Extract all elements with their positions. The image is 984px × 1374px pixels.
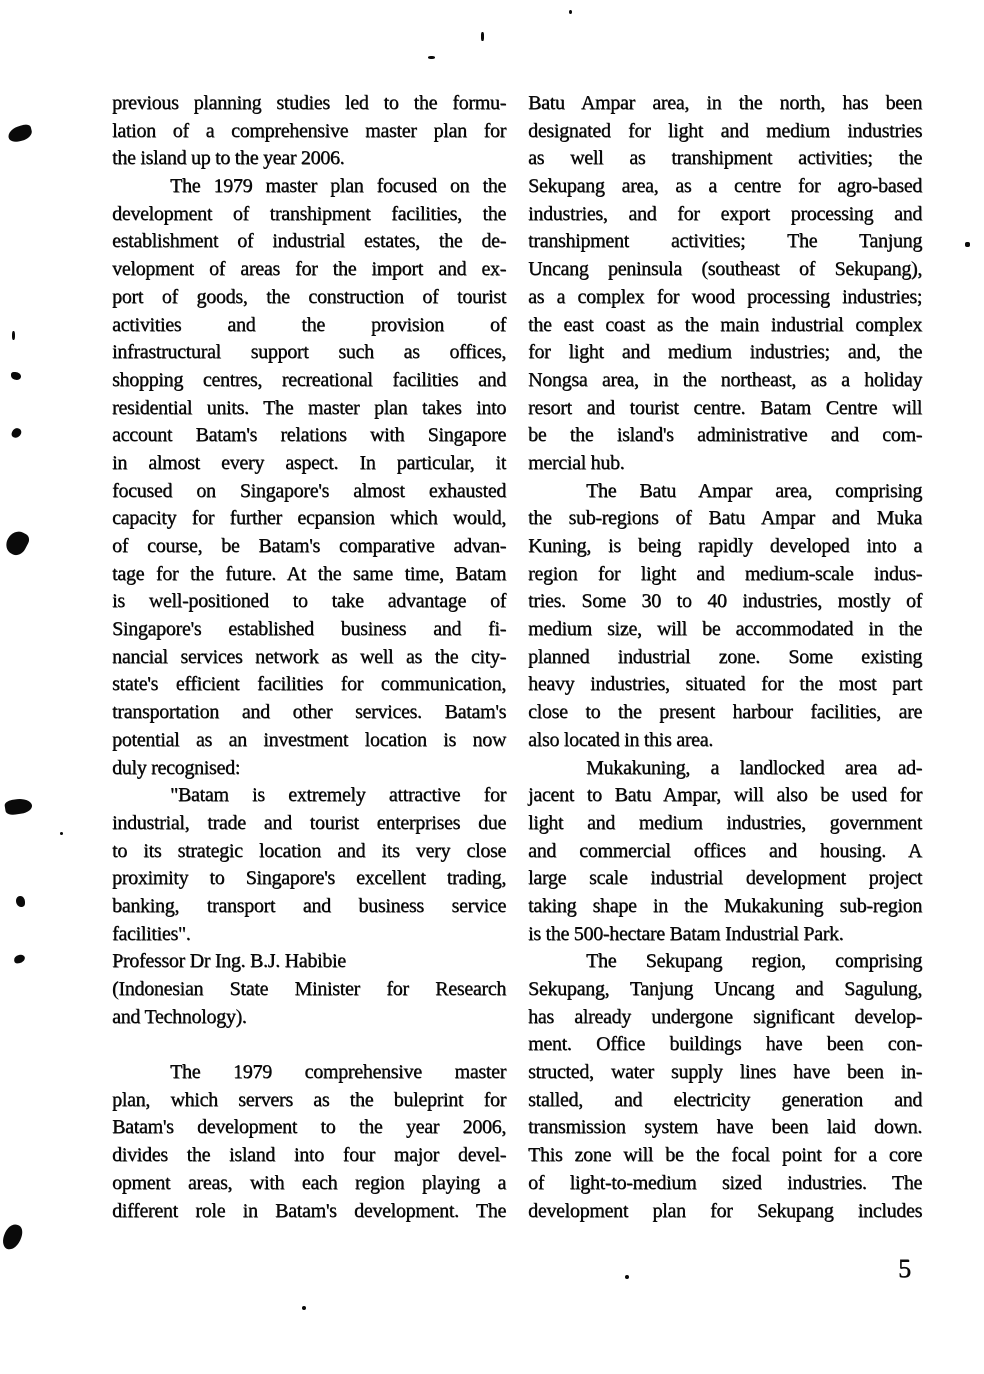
text-line: "Batam is extremely attractive for: [170, 784, 506, 807]
paragraph: [528, 90, 922, 478]
paragraph: [528, 478, 922, 755]
text-line: velopment of areas for the import and ex-: [112, 258, 506, 281]
text-line: for light and medium industries; and, the: [528, 341, 922, 364]
text-line: Sekupang area, as a centre for agro-based: [528, 175, 922, 198]
paragraph: [528, 755, 922, 949]
text-line: tries. Some 30 to 40 industries, mostly of: [528, 590, 922, 613]
text-line: different role in Batam's development. The: [112, 1199, 506, 1222]
left-text-column: [112, 90, 506, 1225]
text-line: ment. Office buildings have been con-: [528, 1033, 922, 1056]
paragraph: [112, 782, 506, 948]
right-text-column: [528, 90, 922, 1225]
text-line: structed, water supply lines have been in-: [528, 1061, 922, 1084]
text-line: Nongsa area, in the northeast, as a holiday: [528, 368, 922, 391]
ink-speck: [302, 1306, 306, 1310]
text-line: be the island's administrative and com-: [528, 424, 922, 447]
text-line: infrastructural support such as offices,: [112, 341, 506, 364]
text-line: previous planning studies led to the formu-: [112, 92, 506, 114]
ink-speck: [625, 1275, 629, 1279]
ink-speck: [12, 331, 15, 340]
text-line: This zone will be the focal point for a core: [528, 1144, 922, 1167]
ink-smudge: [4, 797, 33, 816]
paragraph: [112, 90, 506, 173]
text-line: plan, which servers as the buleprint for: [112, 1088, 506, 1111]
text-line: region for light and medium-scale indus-: [528, 562, 922, 585]
text-line: Professor Dr Ing. B.J. Habibie: [112, 950, 346, 973]
text-line: The Batu Ampar area, comprising: [586, 479, 922, 502]
text-line: designated for light and medium industries: [528, 119, 922, 142]
text-line: in almost every aspect. In particular, it: [112, 451, 506, 474]
text-line: mercial hub.: [528, 451, 625, 474]
text-line: facilities".: [112, 922, 191, 945]
text-line: the sub-regions of Batu Ampar and Muka: [528, 507, 922, 530]
text-line: residential units. The master plan takes into: [112, 396, 506, 419]
text-line: Singapore's established business and fi-: [112, 618, 506, 641]
text-line: also located in this area.: [528, 728, 713, 751]
text-line: has already undergone significant develop-: [528, 1005, 922, 1028]
text-line: development plan for Sekupang includes: [528, 1199, 922, 1222]
page-number: 5: [898, 1254, 911, 1283]
text-line: tage for the future. At the same time, Batam: [112, 562, 506, 585]
text-line: planned industrial zone. Some existing: [528, 645, 922, 668]
ink-speck: [965, 242, 970, 247]
text-line: the east coast as the main industrial complex: [528, 313, 922, 336]
text-line: potential as an investment location is now: [112, 728, 506, 751]
ink-speck: [481, 32, 484, 41]
text-line: the island up to the year 2006.: [112, 147, 345, 170]
text-line: proximity to Singapore's excellent trading,: [112, 867, 506, 890]
text-line: establishment of industrial estates, the de-: [112, 230, 506, 253]
text-line: industries, and for export processing and: [528, 202, 922, 225]
text-line: transportation and other services. Batam's: [112, 701, 506, 724]
text-line: to its strategic location and its very close: [112, 839, 506, 862]
paragraph: [528, 948, 922, 1225]
text-line: development of transhipment facilities, the: [112, 202, 506, 225]
ink-speck: [428, 56, 435, 59]
text-line: transhipment activities; The Tanjung: [528, 230, 922, 253]
ink-smudge: [3, 528, 32, 559]
text-line: banking, transport and business service: [112, 894, 506, 917]
ink-speck: [11, 427, 23, 439]
text-line: Kuning, is being rapidly developed into a: [528, 535, 922, 557]
text-line: of light-to-medium sized industries. The: [528, 1171, 922, 1194]
text-line: Batam's development to the year 2006,: [112, 1116, 506, 1139]
text-line: opment areas, with each region playing a: [112, 1171, 506, 1194]
text-line: shopping centres, recreational facilities and: [112, 368, 506, 391]
text-line: transmission system have been laid down.: [528, 1116, 922, 1139]
text-line: of course, be Batam's comparative advan-: [112, 535, 506, 557]
text-line: Sekupang, Tanjung Uncang and Sagulung,: [528, 978, 922, 1000]
paragraph: [112, 948, 506, 976]
ink-speck: [13, 954, 25, 964]
ink-speck: [60, 832, 63, 835]
text-line: Mukakuning, a landlocked area ad-: [586, 756, 922, 779]
text-line: heavy industries, situated for the most part: [528, 673, 922, 696]
text-line: Batu Ampar area, in the north, has been: [528, 92, 922, 114]
text-line: and commercial offices and housing. A: [528, 839, 922, 862]
paragraph: [112, 976, 506, 1031]
text-line: duly recognised:: [112, 756, 240, 779]
text-line: Uncang peninsula (southeast of Sekupang),: [528, 258, 922, 281]
text-line: port of goods, the construction of tourist: [112, 285, 506, 308]
text-line: focused on Singapore's almost exhausted: [112, 479, 506, 502]
ink-speck: [569, 10, 572, 14]
text-line: light and medium industries, government: [528, 811, 922, 834]
text-line: is the 500-hectare Batam Industrial Park.: [528, 922, 844, 945]
text-line: lation of a comprehensive master plan for: [112, 119, 506, 142]
text-line: medium size, will be accommodated in the: [528, 618, 922, 641]
text-line: (Indonesian State Minister for Research: [112, 978, 506, 1000]
text-line: resort and tourist centre. Batam Centre will: [528, 396, 922, 419]
text-line: close to the present harbour facilities, are: [528, 701, 922, 724]
text-line: divides the island into four major devel-: [112, 1144, 506, 1167]
text-line: The 1979 comprehensive master: [170, 1061, 506, 1084]
text-line: The 1979 master plan focused on the: [170, 175, 506, 198]
paragraph: [112, 173, 506, 782]
ink-smudge: [0, 1222, 24, 1252]
ink-smudge: [7, 123, 34, 143]
text-line: account Batam's relations with Singapore: [112, 424, 506, 447]
text-line: taking shape in the Mukakuning sub-region: [528, 894, 922, 917]
text-line: large scale industrial development project: [528, 867, 922, 890]
paragraph: [112, 1059, 506, 1225]
text-line: industrial, trade and tourist enterprises due: [112, 811, 506, 834]
text-line: activities and the provision of: [112, 313, 506, 336]
text-line: as a complex for wood processing industries;: [528, 285, 922, 308]
text-line: and Technology).: [112, 1005, 247, 1028]
text-line: The Sekupang region, comprising: [586, 950, 922, 973]
text-line: as well as transhipment activities; the: [528, 147, 922, 170]
ink-speck: [16, 896, 25, 907]
text-line: stalled, and electricity generation and: [528, 1088, 922, 1111]
text-line: is well-positioned to take advantage of: [112, 590, 506, 613]
text-line: nancial services network as well as the city-: [112, 645, 506, 668]
ink-speck: [11, 372, 21, 380]
text-line: capacity for further ecpansion which would,: [112, 507, 506, 530]
text-line: state's efficient facilities for communication,: [112, 673, 506, 696]
text-line: jacent to Batu Ampar, will also be used for: [528, 784, 922, 807]
